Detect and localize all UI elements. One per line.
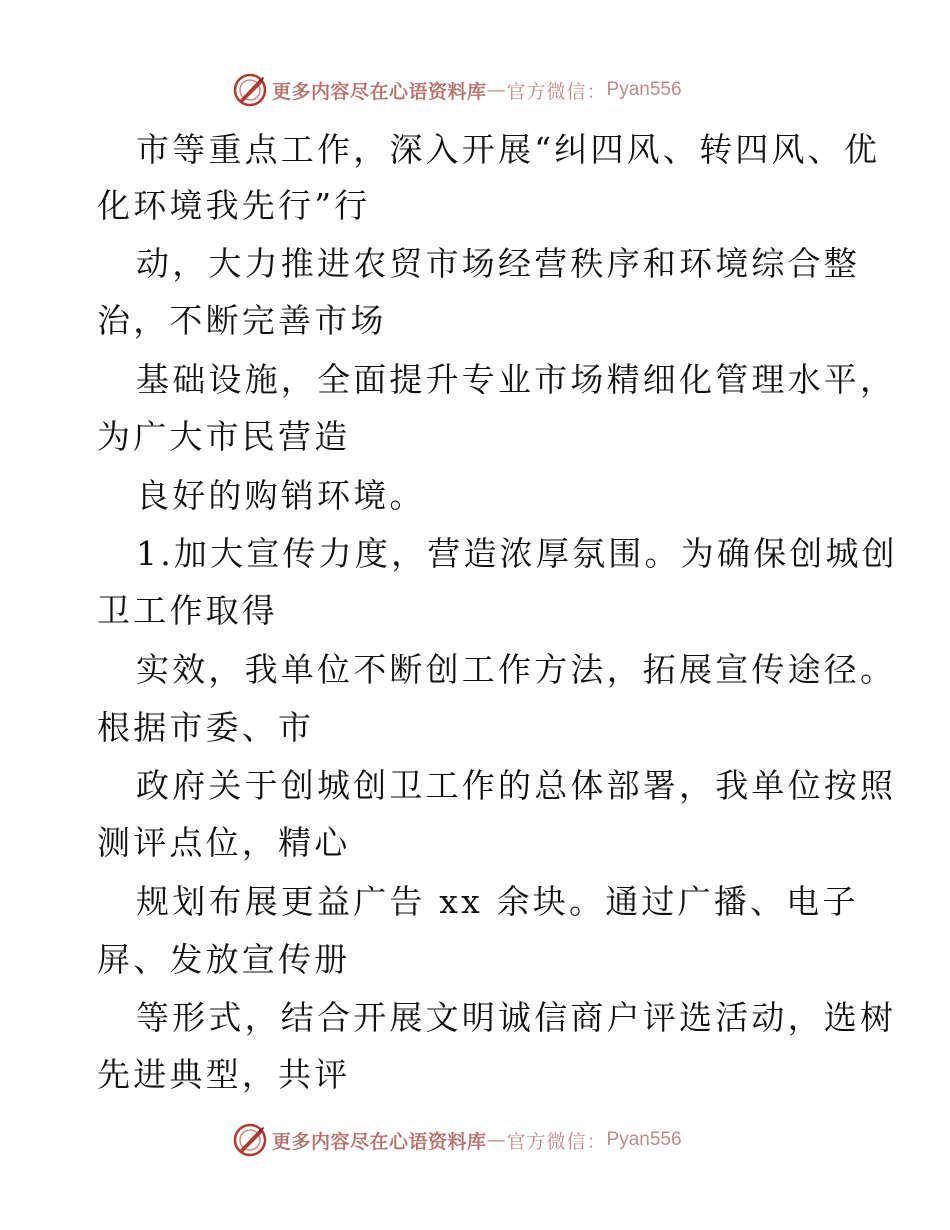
text-line: 等形式，结合开展文明诚信商户评选活动，选树 <box>136 998 897 1037</box>
banner-dash: — <box>486 1129 507 1151</box>
banner-promo-text: 更多内容尽在心语资料库 <box>272 80 487 103</box>
quill-logo-icon <box>232 1122 268 1158</box>
text-line: 治，不断完善市场 <box>97 301 387 340</box>
banner-dash: — <box>486 79 507 101</box>
text-line: 政府关于创城创卫工作的总体部署，我单位按照 <box>136 766 897 805</box>
text-line: 基础设施，全面提升专业市场精细化管理水平， <box>136 360 897 399</box>
banner-promo-text: 更多内容尽在心语资料库 <box>272 1130 487 1153</box>
text-line: 实效，我单位不断创工作方法，拓展宣传途径。 <box>136 650 897 689</box>
text-line: 化环境我先行”行 <box>97 186 371 225</box>
text-line: 1.加大宣传力度，营造浓厚氛围。为确保创城创 <box>136 534 898 573</box>
text-line: 卫工作取得 <box>97 591 278 630</box>
text-line: 根据市委、市 <box>97 708 315 747</box>
quill-logo-icon <box>232 72 268 108</box>
banner-wechat-label: 官方微信： <box>506 1130 607 1153</box>
text-line: 规划布展更益广告 xx 余块。通过广播、电子 <box>136 882 859 921</box>
text-line: 动，大力推进农贸市场经营秩序和环境综合整 <box>136 244 860 283</box>
text-line: 为广大市民营造 <box>97 417 351 456</box>
text-line: 测评点位，精心 <box>97 823 351 862</box>
text-line: 市等重点工作，深入开展“纠四风、转四风、优 <box>136 130 881 169</box>
banner-wechat-id: Pyan556 <box>606 1129 682 1150</box>
text-line: 先进典型，共评 <box>97 1055 351 1094</box>
text-line: 屏、发放宣传册 <box>97 940 351 979</box>
text-line: 良好的购销环境。 <box>136 476 426 515</box>
banner-wechat-id: Pyan556 <box>606 79 682 100</box>
banner-wechat-label: 官方微信： <box>506 80 607 103</box>
footer-banner <box>232 1120 682 1160</box>
header-banner <box>232 70 682 110</box>
